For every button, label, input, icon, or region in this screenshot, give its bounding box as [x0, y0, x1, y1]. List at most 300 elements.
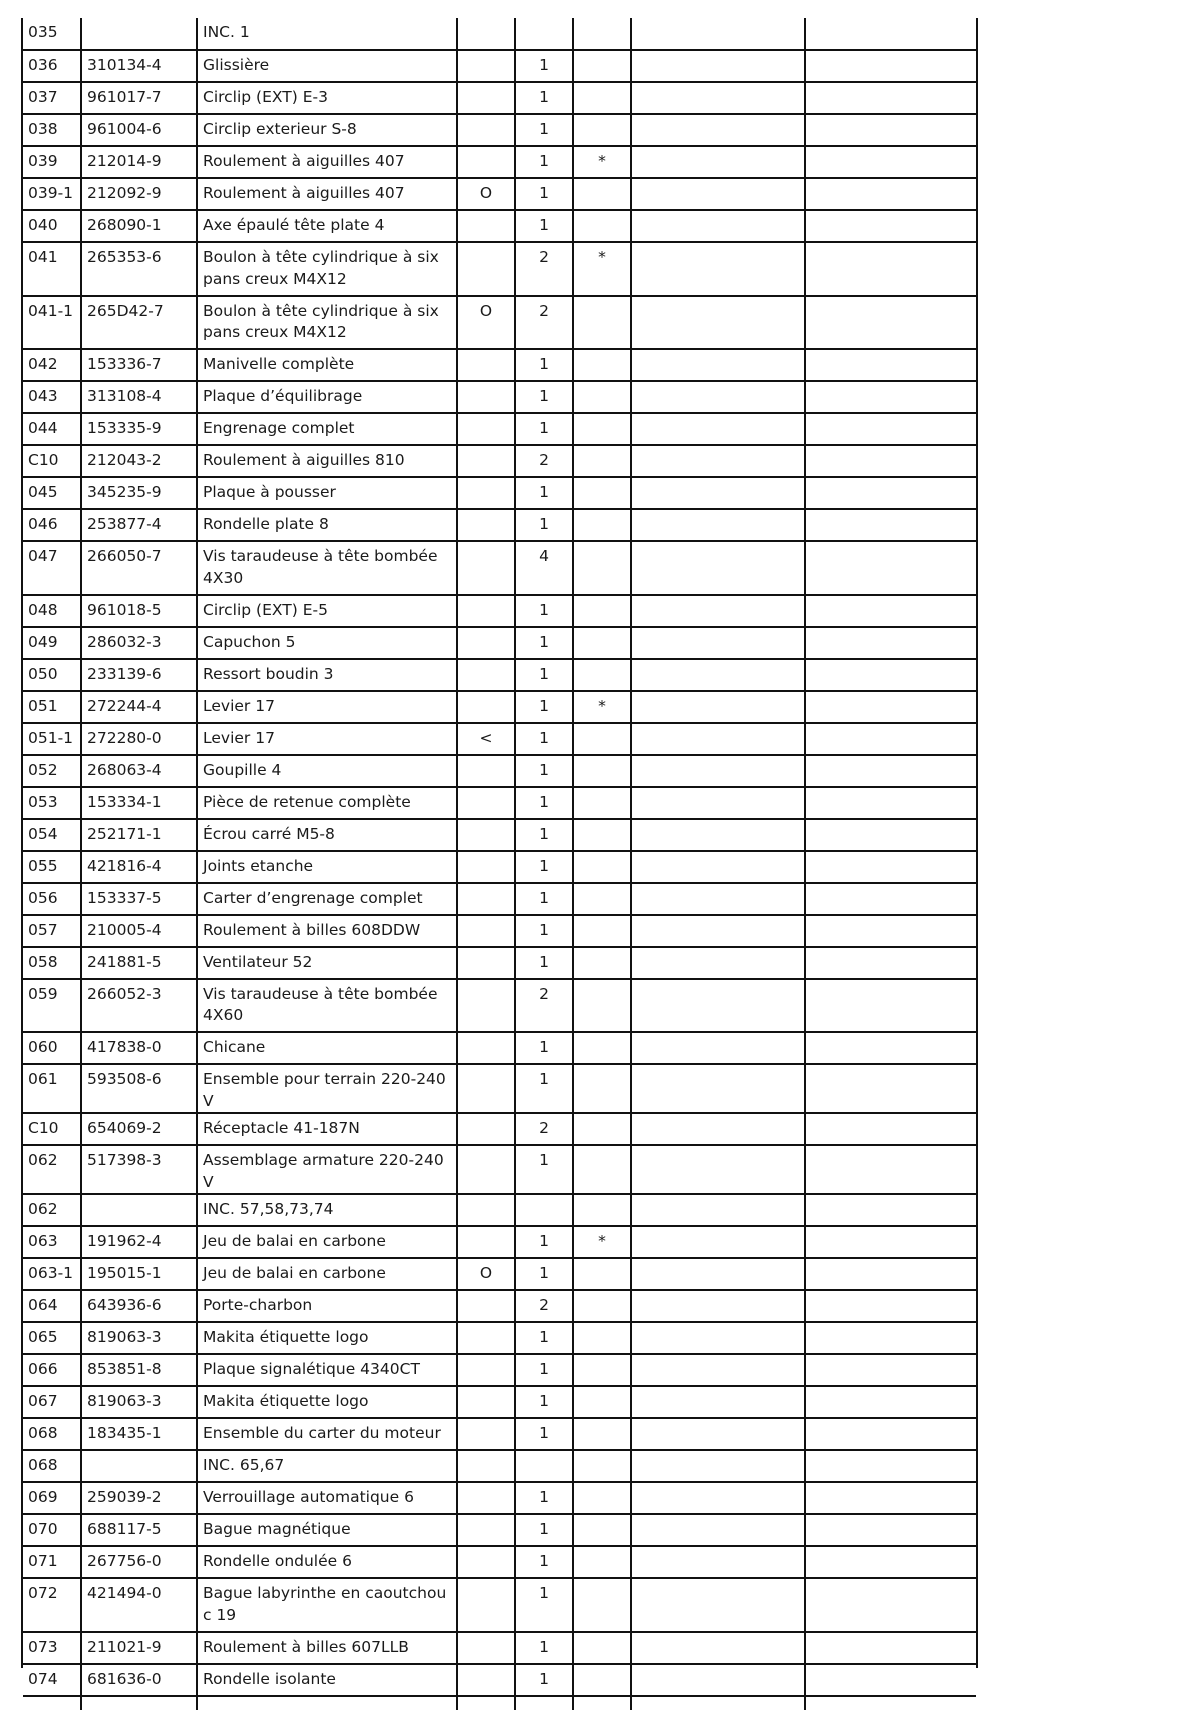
description-cell: Levier 17: [197, 723, 457, 755]
blank-cell: [805, 146, 976, 178]
blank-cell: [805, 595, 976, 627]
item-number-cell: 068: [23, 1418, 81, 1450]
item-number-cell: 072: [23, 1578, 81, 1632]
note-cell: [457, 595, 515, 627]
note-cell: [457, 413, 515, 445]
change-mark-cell: [573, 349, 631, 381]
item-number-cell: 068: [23, 1450, 81, 1482]
table-row-continued: [23, 1696, 976, 1710]
quantity-cell: 1: [515, 659, 573, 691]
blank-cell: [805, 1064, 976, 1113]
blank-cell: [631, 915, 805, 947]
description-cell: Makita étiquette logo: [197, 1322, 457, 1354]
part-number-cell: 643936-6: [81, 1290, 197, 1322]
item-number-cell: 037: [23, 82, 81, 114]
description-cell: Capuchon 5: [197, 627, 457, 659]
table-row: [23, 210, 976, 242]
blank-cell: [805, 659, 976, 691]
quantity-cell: 1: [515, 178, 573, 210]
quantity-cell: 1: [515, 627, 573, 659]
part-number-cell: 153334-1: [81, 787, 197, 819]
blank-cell: [805, 1546, 976, 1578]
item-number-cell: 062: [23, 1194, 81, 1226]
description-cell: Makita étiquette logo: [197, 1386, 457, 1418]
description-cell: Boulon à tête cylindrique à six pans creux M4X12: [197, 242, 457, 296]
note-cell: [457, 1632, 515, 1664]
table-row: [23, 1194, 976, 1226]
description-cell: Plaque d’équilibrage: [197, 381, 457, 413]
blank-cell: [805, 1386, 976, 1418]
note-cell: [457, 1546, 515, 1578]
blank-cell: [805, 627, 976, 659]
part-number-cell: 212092-9: [81, 178, 197, 210]
table-row: [23, 595, 976, 627]
part-number-cell: 417838-0: [81, 1032, 197, 1064]
blank-cell: [631, 18, 805, 50]
item-number-cell: 054: [23, 819, 81, 851]
part-number-cell: 286032-3: [81, 627, 197, 659]
part-number-cell: 195015-1: [81, 1258, 197, 1290]
blank-cell: [631, 1418, 805, 1450]
description-cell: Axe épaulé tête plate 4: [197, 210, 457, 242]
change-mark-cell: [573, 755, 631, 787]
blank-cell: [805, 1664, 976, 1696]
change-mark-cell: *: [573, 242, 631, 296]
blank-cell: [631, 979, 805, 1033]
table-row: [23, 979, 976, 1033]
blank-cell: [805, 691, 976, 723]
part-number-cell: 310134-4: [81, 50, 197, 82]
parts-table-body: [23, 18, 976, 1710]
description-cell: Circlip (EXT) E-3: [197, 82, 457, 114]
change-mark-cell: [573, 1632, 631, 1664]
description-cell: Porte-charbon: [197, 1290, 457, 1322]
part-number-cell: 681636-0: [81, 1664, 197, 1696]
quantity-cell: 1: [515, 146, 573, 178]
quantity-cell: [515, 1194, 573, 1226]
change-mark-cell: [573, 1258, 631, 1290]
note-cell: [457, 1664, 515, 1696]
table-row: [23, 947, 976, 979]
part-number-cell: 212043-2: [81, 445, 197, 477]
note-cell: [457, 1322, 515, 1354]
quantity-cell: 1: [515, 1514, 573, 1546]
item-number-cell: 053: [23, 787, 81, 819]
blank-cell: [805, 723, 976, 755]
note-cell: [457, 1226, 515, 1258]
quantity-cell: 1: [515, 413, 573, 445]
part-number-cell: 819063-3: [81, 1322, 197, 1354]
note-cell: [457, 1145, 515, 1194]
blank-cell: [805, 210, 976, 242]
note-cell: [457, 915, 515, 947]
note-cell: [457, 1113, 515, 1145]
description-cell: Bague labyrinthe en caoutchouc 19: [197, 1578, 457, 1632]
item-number-cell: 056: [23, 883, 81, 915]
description-cell: Ensemble du carter du moteur: [197, 1418, 457, 1450]
change-mark-cell: [573, 114, 631, 146]
blank-cell: [805, 541, 976, 595]
quantity-cell: 2: [515, 1113, 573, 1145]
note-cell: [457, 50, 515, 82]
blank-cell: [631, 755, 805, 787]
table-row: [23, 18, 976, 50]
item-number-cell: 036: [23, 50, 81, 82]
quantity-cell: 1: [515, 210, 573, 242]
blank-cell: [805, 755, 976, 787]
item-number-cell: 041: [23, 242, 81, 296]
blank-cell: [457, 1696, 515, 1710]
change-mark-cell: [573, 1290, 631, 1322]
blank-cell: [805, 114, 976, 146]
note-cell: O: [457, 296, 515, 350]
table-row: [23, 1113, 976, 1145]
blank-cell: [631, 82, 805, 114]
quantity-cell: 1: [515, 691, 573, 723]
part-number-cell: 688117-5: [81, 1514, 197, 1546]
quantity-cell: 1: [515, 947, 573, 979]
blank-cell: [805, 1226, 976, 1258]
item-number-cell: 071: [23, 1546, 81, 1578]
description-cell: Vis taraudeuse à tête bombée 4X30: [197, 541, 457, 595]
quantity-cell: 2: [515, 242, 573, 296]
blank-cell: [631, 477, 805, 509]
quantity-cell: 1: [515, 82, 573, 114]
item-number-cell: 074: [23, 1664, 81, 1696]
quantity-cell: 1: [515, 883, 573, 915]
table-row: [23, 349, 976, 381]
change-mark-cell: [573, 381, 631, 413]
description-cell: Plaque signalétique 4340CT: [197, 1354, 457, 1386]
table-row: [23, 1664, 976, 1696]
table-row: [23, 114, 976, 146]
description-cell: Verrouillage automatique 6: [197, 1482, 457, 1514]
change-mark-cell: [573, 50, 631, 82]
blank-cell: [631, 1145, 805, 1194]
quantity-cell: 1: [515, 1354, 573, 1386]
item-number-cell: 052: [23, 755, 81, 787]
quantity-cell: 1: [515, 509, 573, 541]
table-row: [23, 50, 976, 82]
item-number-cell: 070: [23, 1514, 81, 1546]
change-mark-cell: [573, 1064, 631, 1113]
table-row: [23, 1578, 976, 1632]
note-cell: [457, 445, 515, 477]
description-cell: INC. 57,58,73,74: [197, 1194, 457, 1226]
description-cell: Vis taraudeuse à tête bombée 4X60: [197, 979, 457, 1033]
blank-cell: [23, 1696, 81, 1710]
note-cell: [457, 1064, 515, 1113]
blank-cell: [631, 595, 805, 627]
blank-cell: [631, 947, 805, 979]
change-mark-cell: [573, 18, 631, 50]
description-cell: Engrenage complet: [197, 413, 457, 445]
change-mark-cell: *: [573, 691, 631, 723]
blank-cell: [631, 723, 805, 755]
blank-cell: [805, 819, 976, 851]
part-number-cell: 593508-6: [81, 1064, 197, 1113]
blank-cell: [805, 1145, 976, 1194]
blank-cell: [805, 1354, 976, 1386]
blank-cell: [631, 114, 805, 146]
part-number-cell: 345235-9: [81, 477, 197, 509]
blank-cell: [631, 1113, 805, 1145]
quantity-cell: [515, 1450, 573, 1482]
description-cell: Carter d’engrenage complet: [197, 883, 457, 915]
quantity-cell: 1: [515, 787, 573, 819]
blank-cell: [631, 445, 805, 477]
blank-cell: [631, 787, 805, 819]
description-cell: Bague magnétique: [197, 1514, 457, 1546]
part-number-cell: 252171-1: [81, 819, 197, 851]
table-row: [23, 787, 976, 819]
change-mark-cell: [573, 1145, 631, 1194]
change-mark-cell: [573, 787, 631, 819]
part-number-cell: 265353-6: [81, 242, 197, 296]
blank-cell: [631, 381, 805, 413]
description-cell: Réceptacle 41-187N: [197, 1113, 457, 1145]
change-mark-cell: *: [573, 1226, 631, 1258]
blank-cell: [805, 1450, 976, 1482]
part-number-cell: 421494-0: [81, 1578, 197, 1632]
item-number-cell: 040: [23, 210, 81, 242]
quantity-cell: 1: [515, 723, 573, 755]
change-mark-cell: [573, 413, 631, 445]
part-number-cell: 819063-3: [81, 1386, 197, 1418]
quantity-cell: 1: [515, 1258, 573, 1290]
description-cell: Rondelle plate 8: [197, 509, 457, 541]
part-number-cell: 183435-1: [81, 1418, 197, 1450]
item-number-cell: 069: [23, 1482, 81, 1514]
blank-cell: [631, 1226, 805, 1258]
item-number-cell: 051-1: [23, 723, 81, 755]
note-cell: [457, 1386, 515, 1418]
blank-cell: [805, 883, 976, 915]
item-number-cell: C10: [23, 445, 81, 477]
change-mark-cell: [573, 1482, 631, 1514]
table-row: [23, 1032, 976, 1064]
change-mark-cell: [573, 979, 631, 1033]
note-cell: [457, 947, 515, 979]
note-cell: [457, 210, 515, 242]
item-number-cell: 057: [23, 915, 81, 947]
quantity-cell: 1: [515, 1546, 573, 1578]
note-cell: [457, 787, 515, 819]
blank-cell: [631, 1696, 805, 1710]
blank-cell: [631, 1578, 805, 1632]
blank-cell: [805, 915, 976, 947]
blank-cell: [631, 146, 805, 178]
note-cell: [457, 691, 515, 723]
part-number-cell: 153336-7: [81, 349, 197, 381]
table-row: [23, 1546, 976, 1578]
description-cell: INC. 65,67: [197, 1450, 457, 1482]
part-number-cell: 961018-5: [81, 595, 197, 627]
table-row: [23, 659, 976, 691]
description-cell: Roulement à aiguilles 407: [197, 146, 457, 178]
part-number-cell: 272244-4: [81, 691, 197, 723]
quantity-cell: 1: [515, 1386, 573, 1418]
part-number-cell: 153337-5: [81, 883, 197, 915]
table-row: [23, 1514, 976, 1546]
note-cell: [457, 349, 515, 381]
blank-cell: [631, 1258, 805, 1290]
item-number-cell: 049: [23, 627, 81, 659]
note-cell: [457, 755, 515, 787]
item-number-cell: 073: [23, 1632, 81, 1664]
change-mark-cell: [573, 541, 631, 595]
change-mark-cell: [573, 883, 631, 915]
blank-cell: [805, 349, 976, 381]
table-row: [23, 755, 976, 787]
change-mark-cell: [573, 627, 631, 659]
quantity-cell: 1: [515, 755, 573, 787]
quantity-cell: 2: [515, 979, 573, 1033]
note-cell: [457, 1418, 515, 1450]
blank-cell: [805, 1514, 976, 1546]
part-number-cell: 853851-8: [81, 1354, 197, 1386]
item-number-cell: 044: [23, 413, 81, 445]
part-number-cell: [81, 1194, 197, 1226]
change-mark-cell: [573, 1354, 631, 1386]
blank-cell: [805, 1290, 976, 1322]
change-mark-cell: [573, 1113, 631, 1145]
item-number-cell: 047: [23, 541, 81, 595]
part-number-cell: 654069-2: [81, 1113, 197, 1145]
item-number-cell: 059: [23, 979, 81, 1033]
blank-cell: [631, 627, 805, 659]
part-number-cell: 266052-3: [81, 979, 197, 1033]
table-row: [23, 627, 976, 659]
description-cell: Ventilateur 52: [197, 947, 457, 979]
part-number-cell: 961004-6: [81, 114, 197, 146]
parts-list-sheet: [21, 18, 978, 1688]
blank-cell: [631, 1322, 805, 1354]
blank-cell: [631, 659, 805, 691]
table-row: [23, 1354, 976, 1386]
blank-cell: [515, 1696, 573, 1710]
change-mark-cell: [573, 1664, 631, 1696]
table-row: [23, 413, 976, 445]
blank-cell: [805, 82, 976, 114]
blank-cell: [631, 242, 805, 296]
change-mark-cell: [573, 509, 631, 541]
change-mark-cell: [573, 947, 631, 979]
part-number-cell: [81, 1450, 197, 1482]
change-mark-cell: [573, 477, 631, 509]
description-cell: Circlip exterieur S-8: [197, 114, 457, 146]
item-number-cell: 062: [23, 1145, 81, 1194]
blank-cell: [805, 1322, 976, 1354]
item-number-cell: 041-1: [23, 296, 81, 350]
blank-cell: [631, 541, 805, 595]
note-cell: [457, 541, 515, 595]
blank-cell: [631, 1386, 805, 1418]
part-number-cell: 153335-9: [81, 413, 197, 445]
change-mark-cell: [573, 1032, 631, 1064]
blank-cell: [805, 979, 976, 1033]
quantity-cell: 1: [515, 1664, 573, 1696]
description-cell: Levier 17: [197, 691, 457, 723]
change-mark-cell: [573, 1450, 631, 1482]
change-mark-cell: [573, 1322, 631, 1354]
blank-cell: [631, 296, 805, 350]
part-number-cell: 233139-6: [81, 659, 197, 691]
note-cell: [457, 851, 515, 883]
blank-cell: [805, 381, 976, 413]
item-number-cell: 064: [23, 1290, 81, 1322]
description-cell: Jeu de balai en carbone: [197, 1258, 457, 1290]
item-number-cell: 039-1: [23, 178, 81, 210]
item-number-cell: 046: [23, 509, 81, 541]
description-cell: Goupille 4: [197, 755, 457, 787]
description-cell: Roulement à billes 608DDW: [197, 915, 457, 947]
blank-cell: [805, 1418, 976, 1450]
item-number-cell: 066: [23, 1354, 81, 1386]
blank-cell: [805, 413, 976, 445]
item-number-cell: 039: [23, 146, 81, 178]
note-cell: O: [457, 1258, 515, 1290]
blank-cell: [631, 1514, 805, 1546]
change-mark-cell: [573, 851, 631, 883]
parts-table: [23, 18, 976, 1710]
part-number-cell: 210005-4: [81, 915, 197, 947]
part-number-cell: 259039-2: [81, 1482, 197, 1514]
part-number-cell: 421816-4: [81, 851, 197, 883]
description-cell: Rondelle ondulée 6: [197, 1546, 457, 1578]
note-cell: [457, 18, 515, 50]
note-cell: [457, 1482, 515, 1514]
table-row: [23, 445, 976, 477]
part-number-cell: 253877-4: [81, 509, 197, 541]
description-cell: Manivelle complète: [197, 349, 457, 381]
item-number-cell: C10: [23, 1113, 81, 1145]
quantity-cell: 1: [515, 819, 573, 851]
note-cell: <: [457, 723, 515, 755]
part-number-cell: 241881-5: [81, 947, 197, 979]
note-cell: [457, 82, 515, 114]
blank-cell: [805, 178, 976, 210]
change-mark-cell: [573, 1194, 631, 1226]
description-cell: Glissière: [197, 50, 457, 82]
change-mark-cell: [573, 1578, 631, 1632]
part-number-cell: 517398-3: [81, 1145, 197, 1194]
description-cell: Roulement à aiguilles 407: [197, 178, 457, 210]
table-row: [23, 178, 976, 210]
table-row: [23, 1290, 976, 1322]
quantity-cell: 2: [515, 445, 573, 477]
table-row: [23, 1322, 976, 1354]
change-mark-cell: [573, 445, 631, 477]
note-cell: [457, 1194, 515, 1226]
blank-cell: [631, 1664, 805, 1696]
table-row: [23, 242, 976, 296]
blank-cell: [631, 1546, 805, 1578]
item-number-cell: 063: [23, 1226, 81, 1258]
blank-cell: [805, 1632, 976, 1664]
blank-cell: [805, 787, 976, 819]
note-cell: [457, 114, 515, 146]
table-row: [23, 509, 976, 541]
blank-cell: [805, 1258, 976, 1290]
description-cell: Circlip (EXT) E-5: [197, 595, 457, 627]
description-cell: INC. 1: [197, 18, 457, 50]
table-row: [23, 1418, 976, 1450]
item-number-cell: 063-1: [23, 1258, 81, 1290]
table-row: [23, 915, 976, 947]
table-row: [23, 883, 976, 915]
blank-cell: [805, 1194, 976, 1226]
